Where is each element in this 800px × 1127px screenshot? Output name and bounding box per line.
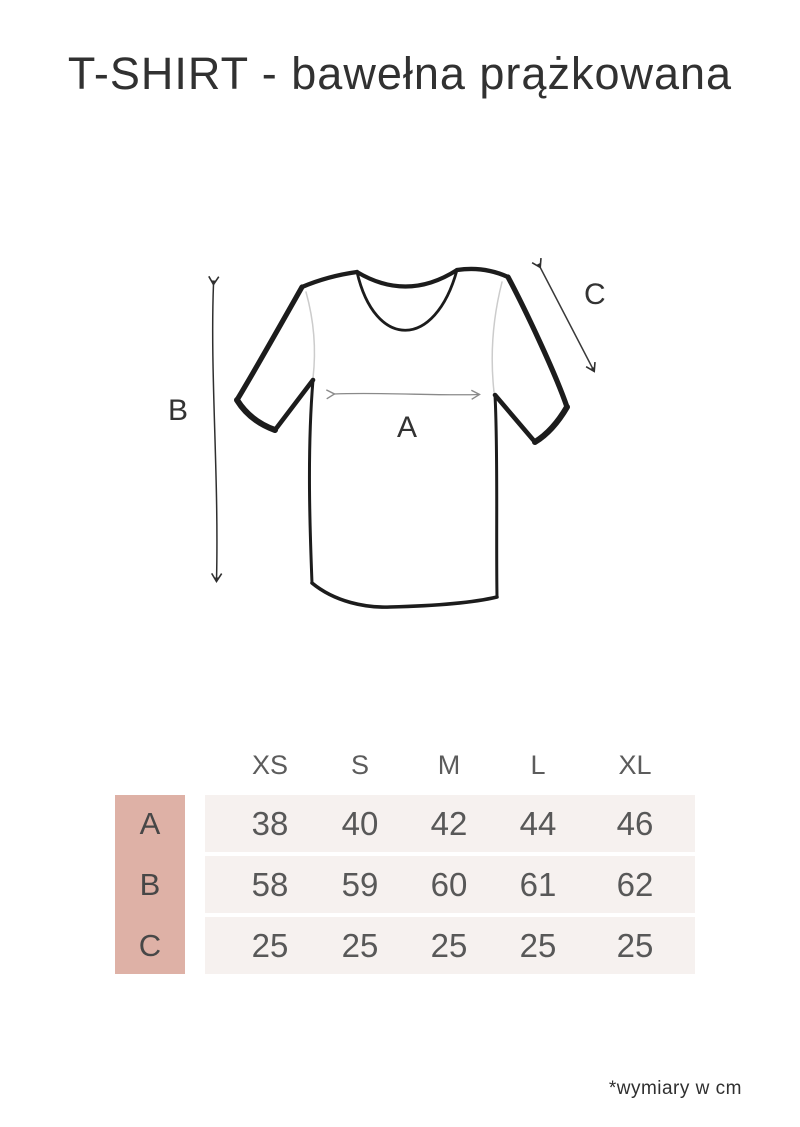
value-b-xs: 58: [251, 866, 289, 903]
value-a-xs: 38: [251, 805, 289, 842]
value-c-s: 25: [341, 927, 379, 964]
row-label-b: B: [139, 867, 161, 902]
table-row-b: [205, 856, 695, 913]
value-a-s: 40: [341, 805, 379, 842]
value-b-l: 61: [519, 866, 557, 903]
value-a-m: 42: [430, 805, 468, 842]
size-table-header: [205, 748, 695, 782]
value-a-l: 44: [519, 805, 557, 842]
value-b-s: 59: [341, 866, 379, 903]
tshirt-measurement-diagram: [150, 240, 650, 640]
arrow-a-chest: [334, 393, 479, 394]
page-title: T-SHIRT - bawełna prążkowana: [67, 48, 733, 99]
table-row-c: [205, 917, 695, 974]
value-c-xl: 25: [616, 927, 654, 964]
size-column-s: S: [350, 750, 369, 780]
row-label-c: C: [138, 928, 162, 963]
size-column-l: L: [530, 750, 546, 780]
units-footnote: *wymiary w cm: [608, 1078, 742, 1099]
value-b-m: 60: [430, 866, 468, 903]
value-c-xs: 25: [251, 927, 289, 964]
value-a-xl: 46: [616, 805, 654, 842]
label-a-chest-width: A: [397, 411, 418, 444]
size-column-m: M: [437, 750, 461, 780]
arrow-b-length: [213, 284, 217, 581]
table-row-a: [205, 795, 695, 852]
label-c-sleeve: C: [584, 278, 606, 311]
size-column-xs: XS: [251, 750, 289, 780]
size-column-xl: XL: [618, 750, 652, 780]
row-label-a: A: [139, 806, 161, 841]
value-c-l: 25: [519, 927, 557, 964]
value-b-xl: 62: [616, 866, 654, 903]
value-c-m: 25: [430, 927, 468, 964]
label-b-length: B: [168, 394, 189, 427]
